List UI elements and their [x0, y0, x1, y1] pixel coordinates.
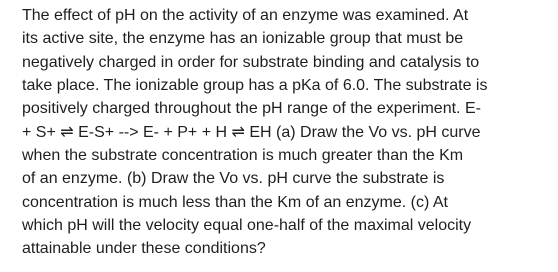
question-block — [22, 0, 550, 272]
question-text: The effect of pH on the activity of an enzyme was examined. At its active site, the enzyme has an ionizable group that must be negatively charged in order for substrate binding and catalysis to take place. The ionizable group has a pKa of 6.0. The substrate is positively charged throughout the pH range of the experiment. E- + S+ ⇌ E-S+ --> E- + P+ + H ⇌ EH (a) Draw the Vo vs. pH curve when the substrate concentration is much greater than the Km of an enzyme. (b) Draw the Vo vs. pH curve the substrate is concentration is much less than the Km of an enzyme. (c) At which pH will the velocity equal one-half of the maximal velocity attainable under these conditions? — [22, 7, 488, 258]
